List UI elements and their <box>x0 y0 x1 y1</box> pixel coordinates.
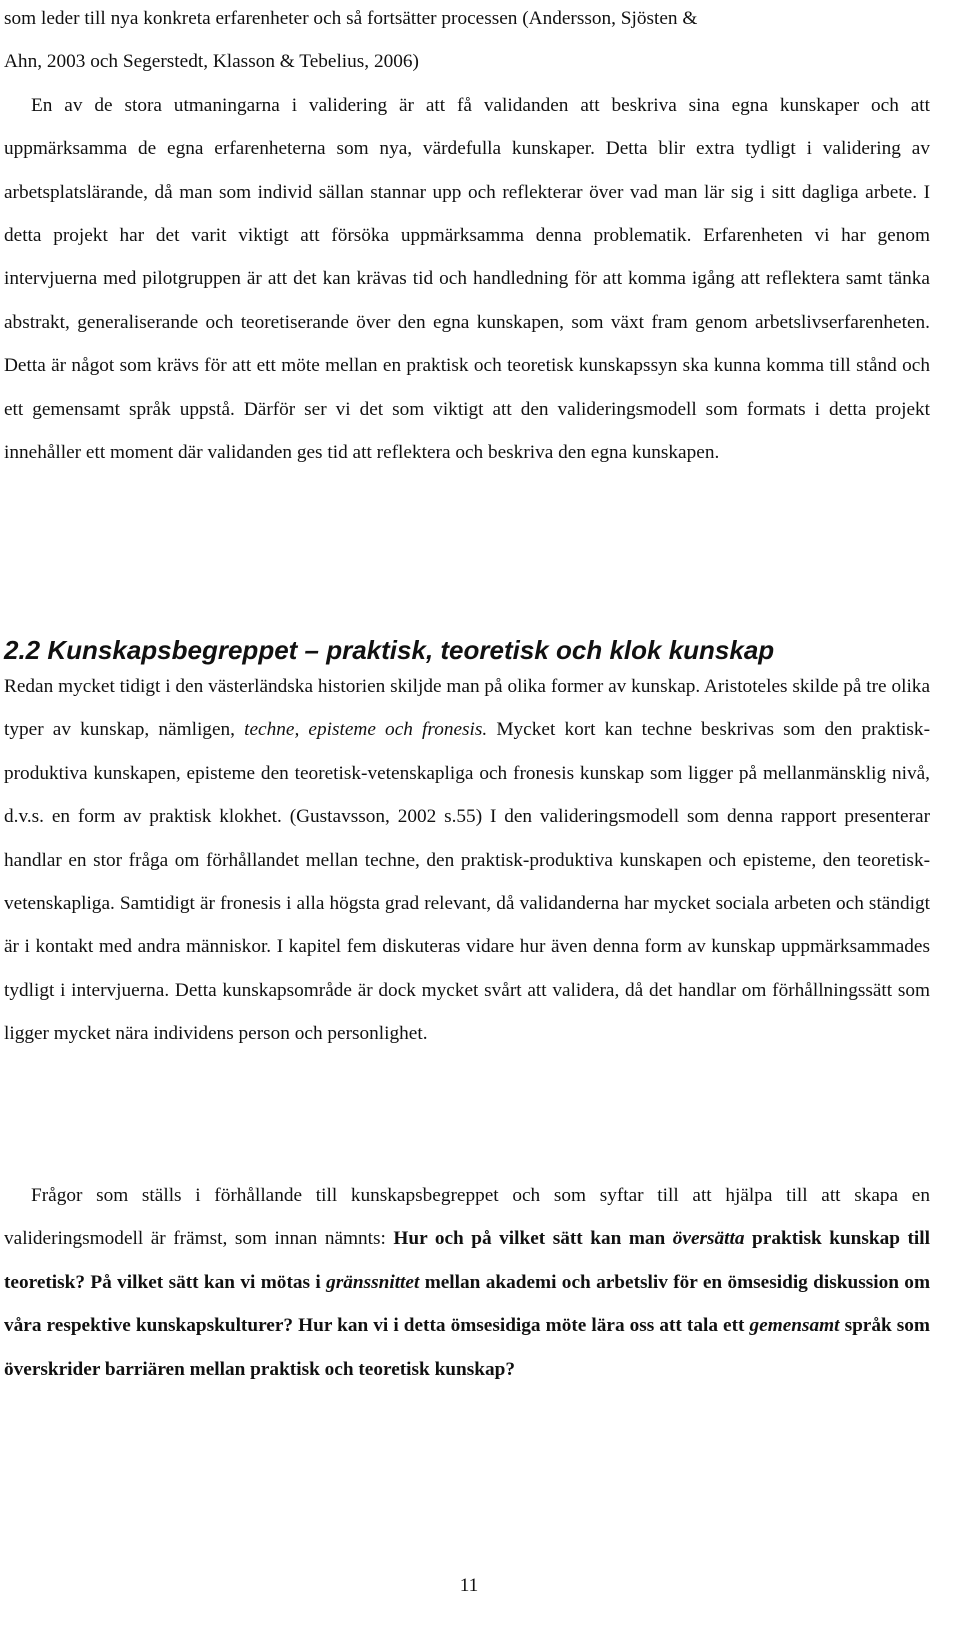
page-number: 11 <box>459 1575 479 1596</box>
question-text-emphasis <box>673 1228 745 1249</box>
paragraph-questions <box>4 1174 930 1391</box>
paragraph-body: En av de stora utmaningarna i validering är att få validanden att beskriva sina egna kunskaper och att uppmärksamma de egna erfarenheterna som nya, värdefulla kunskaper. Detta blir extra tydligt i validering av arbetsplatslärande, då man som individ sällan stannar upp och reflekterar över vad man lär sig i sitt dagliga arbete. I detta projekt har det varit viktigt att försöka uppmärksamma denna problematik. Erfarenheten vi har genom intervjuerna med pilotgruppen är att det kan krävas tid och handledning för att komma igång att reflektera samt tänka abstrakt, generaliserande och teoretiserande över den egna kunskapen, som växt fram genom arbetslivserfarenheten. Detta är något som krävs för att ett möte mellan en praktisk och teoretisk kunskapssyn ska kunna komma till stånd och ett gemensamt språk uppstå. Därför ser vi det som viktigt att den valideringsmodell som formats i detta projekt innehåller ett moment där validanden ges tid att reflektera och beskriva den egna kunskapen. <box>4 94 930 464</box>
paragraph-text: Frågor som ställs i förhållande till kunskapsbegreppet och som syftar till att hjälpa till att skapa en valideringsmodell är främst, som innan nämnts: <box>4 1185 930 1250</box>
question-text: praktisk kunskap till teoretisk? På vilket sätt kan vi mötas i <box>4 1228 930 1293</box>
emphasis-text: gemensamt <box>749 1315 840 1337</box>
paragraph-validation-challenges <box>4 0 930 474</box>
emphasis-text: översätta <box>672 1228 745 1250</box>
question-text: mellan akademi och arbetsliv för en ömsesidig diskussion om våra respektive kunskapskulturer? Hur kan vi i detta ömsesidiga möte lära oss att tala ett <box>4 1271 931 1337</box>
paragraph-line-2: Ahn, 2003 och Segerstedt, Klasson & Tebelius, 2006) <box>4 51 419 73</box>
paragraph-knowledge-concept <box>4 665 930 1056</box>
question-text-emphasis <box>750 1315 840 1336</box>
paragraph-italic-terms: techne, episteme och fronesis. <box>244 719 488 741</box>
question-text-emphasis <box>326 1272 419 1293</box>
paragraph-body <box>4 1174 930 1391</box>
paragraph-body <box>4 665 930 1056</box>
question-text: Hur och på vilket sätt kan man <box>393 1228 673 1250</box>
section-heading: 2.2 Kunskapsbegreppet – praktisk, teoretisk och klok kunskap <box>4 635 775 665</box>
paragraph-text: Redan mycket tidigt i den västerländska historien skiljde man på olika former av kunskap. Aristoteles skilde på tre olika typer av kunskap, nämligen, <box>4 676 930 741</box>
emphasis-text: gränssnittet <box>326 1271 420 1293</box>
question-text: språk som överskrider barriären mellan praktisk och teoretisk kunskap? <box>4 1315 930 1380</box>
paragraph-line-1: som leder till nya konkreta erfarenheter och så fortsätter processen (Andersson, Sjösten & <box>4 8 698 29</box>
paragraph-text: Mycket kort kan techne beskrivas som den praktisk-produktiva kunskapen, episteme den teoretisk-vetenskapliga och fronesis kunskap som ligger på mellanmänsklig nivå, d.v.s. en form av praktisk klokhet. (Gustavsson, 2002 s.55) I den valideringsmodell som denna rapport presenterar handlar en stor fråga om förhållandet mellan techne, den praktisk-produktiva kunskapen och episteme, den teoretisk-vetenskapliga. Samtidigt är fronesis i alla högsta grad relevant, då validanderna har mycket sociala arbeten och ständigt är i kontakt med andra människor. I kapitel fem diskuteras vidare hur även denna form av kunskap uppmärksammades tydligt i intervjuerna. Detta kunskapsområde är dock mycket svårt att validera, då det handlar om förhållningssätt som ligger mycket nära individens person och personlighet. <box>4 719 930 1045</box>
document-page <box>4 0 930 1626</box>
